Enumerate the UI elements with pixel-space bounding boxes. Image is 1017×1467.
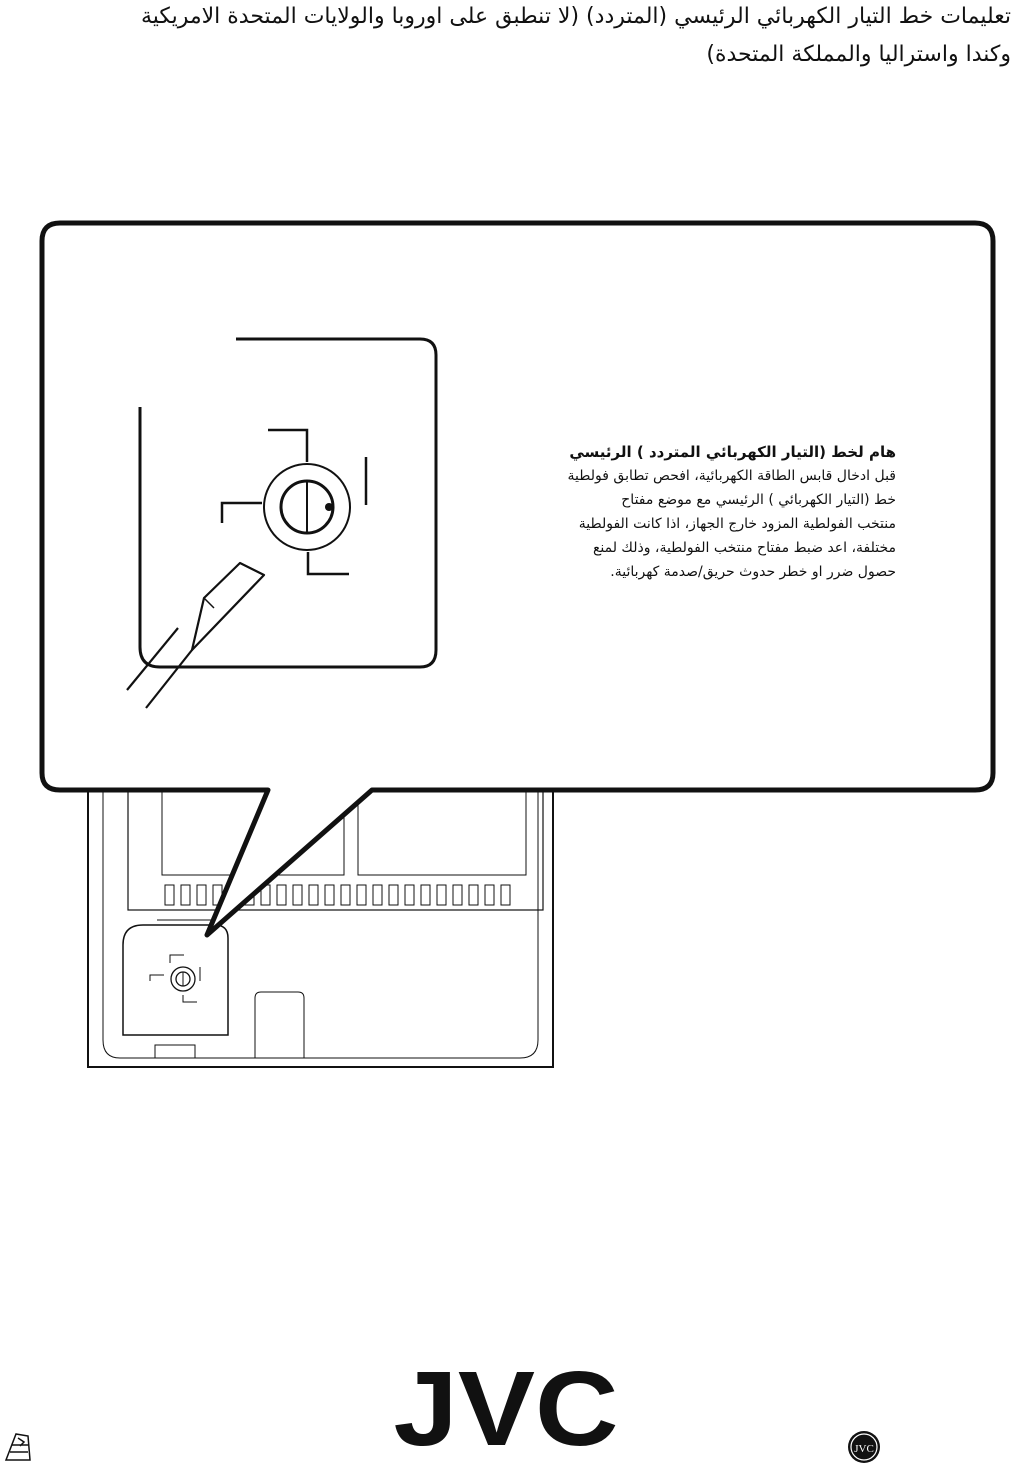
warning-line: خط (التيار الكهربائي ) الرئيسي مع موضع مفتاح <box>621 492 896 508</box>
small-voltage-selector-icon <box>150 955 200 1002</box>
warning-line: قبل ادخال قابس الطاقة الكهربائية، افحص تطابق فولطية <box>567 468 896 484</box>
jvc-circle-logo-icon <box>848 1431 880 1463</box>
page-title-line-1: تعليمات خط التيار الكهربائي الرئيسي (المتردد) (لا تنطبق على اوروبا والولايات المتحدة الامريكية <box>141 4 1011 29</box>
warning-text-block <box>470 440 896 584</box>
jvc-wordmark <box>393 1350 620 1467</box>
badge-text: JVC <box>854 1443 874 1455</box>
warning-heading: هام لخط (التيار الكهربائي المتردد ) الرئيسي <box>569 443 896 461</box>
brand-logo: JVC <box>393 1350 619 1467</box>
vent-slots <box>165 885 510 905</box>
warning-line: مختلفة، اعد ضبط مفتاح منتخب الفولطية، وذلك لمنع <box>592 540 896 556</box>
page-title-line-2: وكندا واستراليا والمملكة المتحدة) <box>706 42 1011 67</box>
recycle-paper-icon <box>6 1434 30 1460</box>
warning-line: منتخب الفولطية المزود خارج الجهاز، اذا كانت الفولطية <box>578 516 896 532</box>
warning-line: حصول ضرر او خطر حدوث حريق/صدمة كهربائية. <box>610 564 896 580</box>
